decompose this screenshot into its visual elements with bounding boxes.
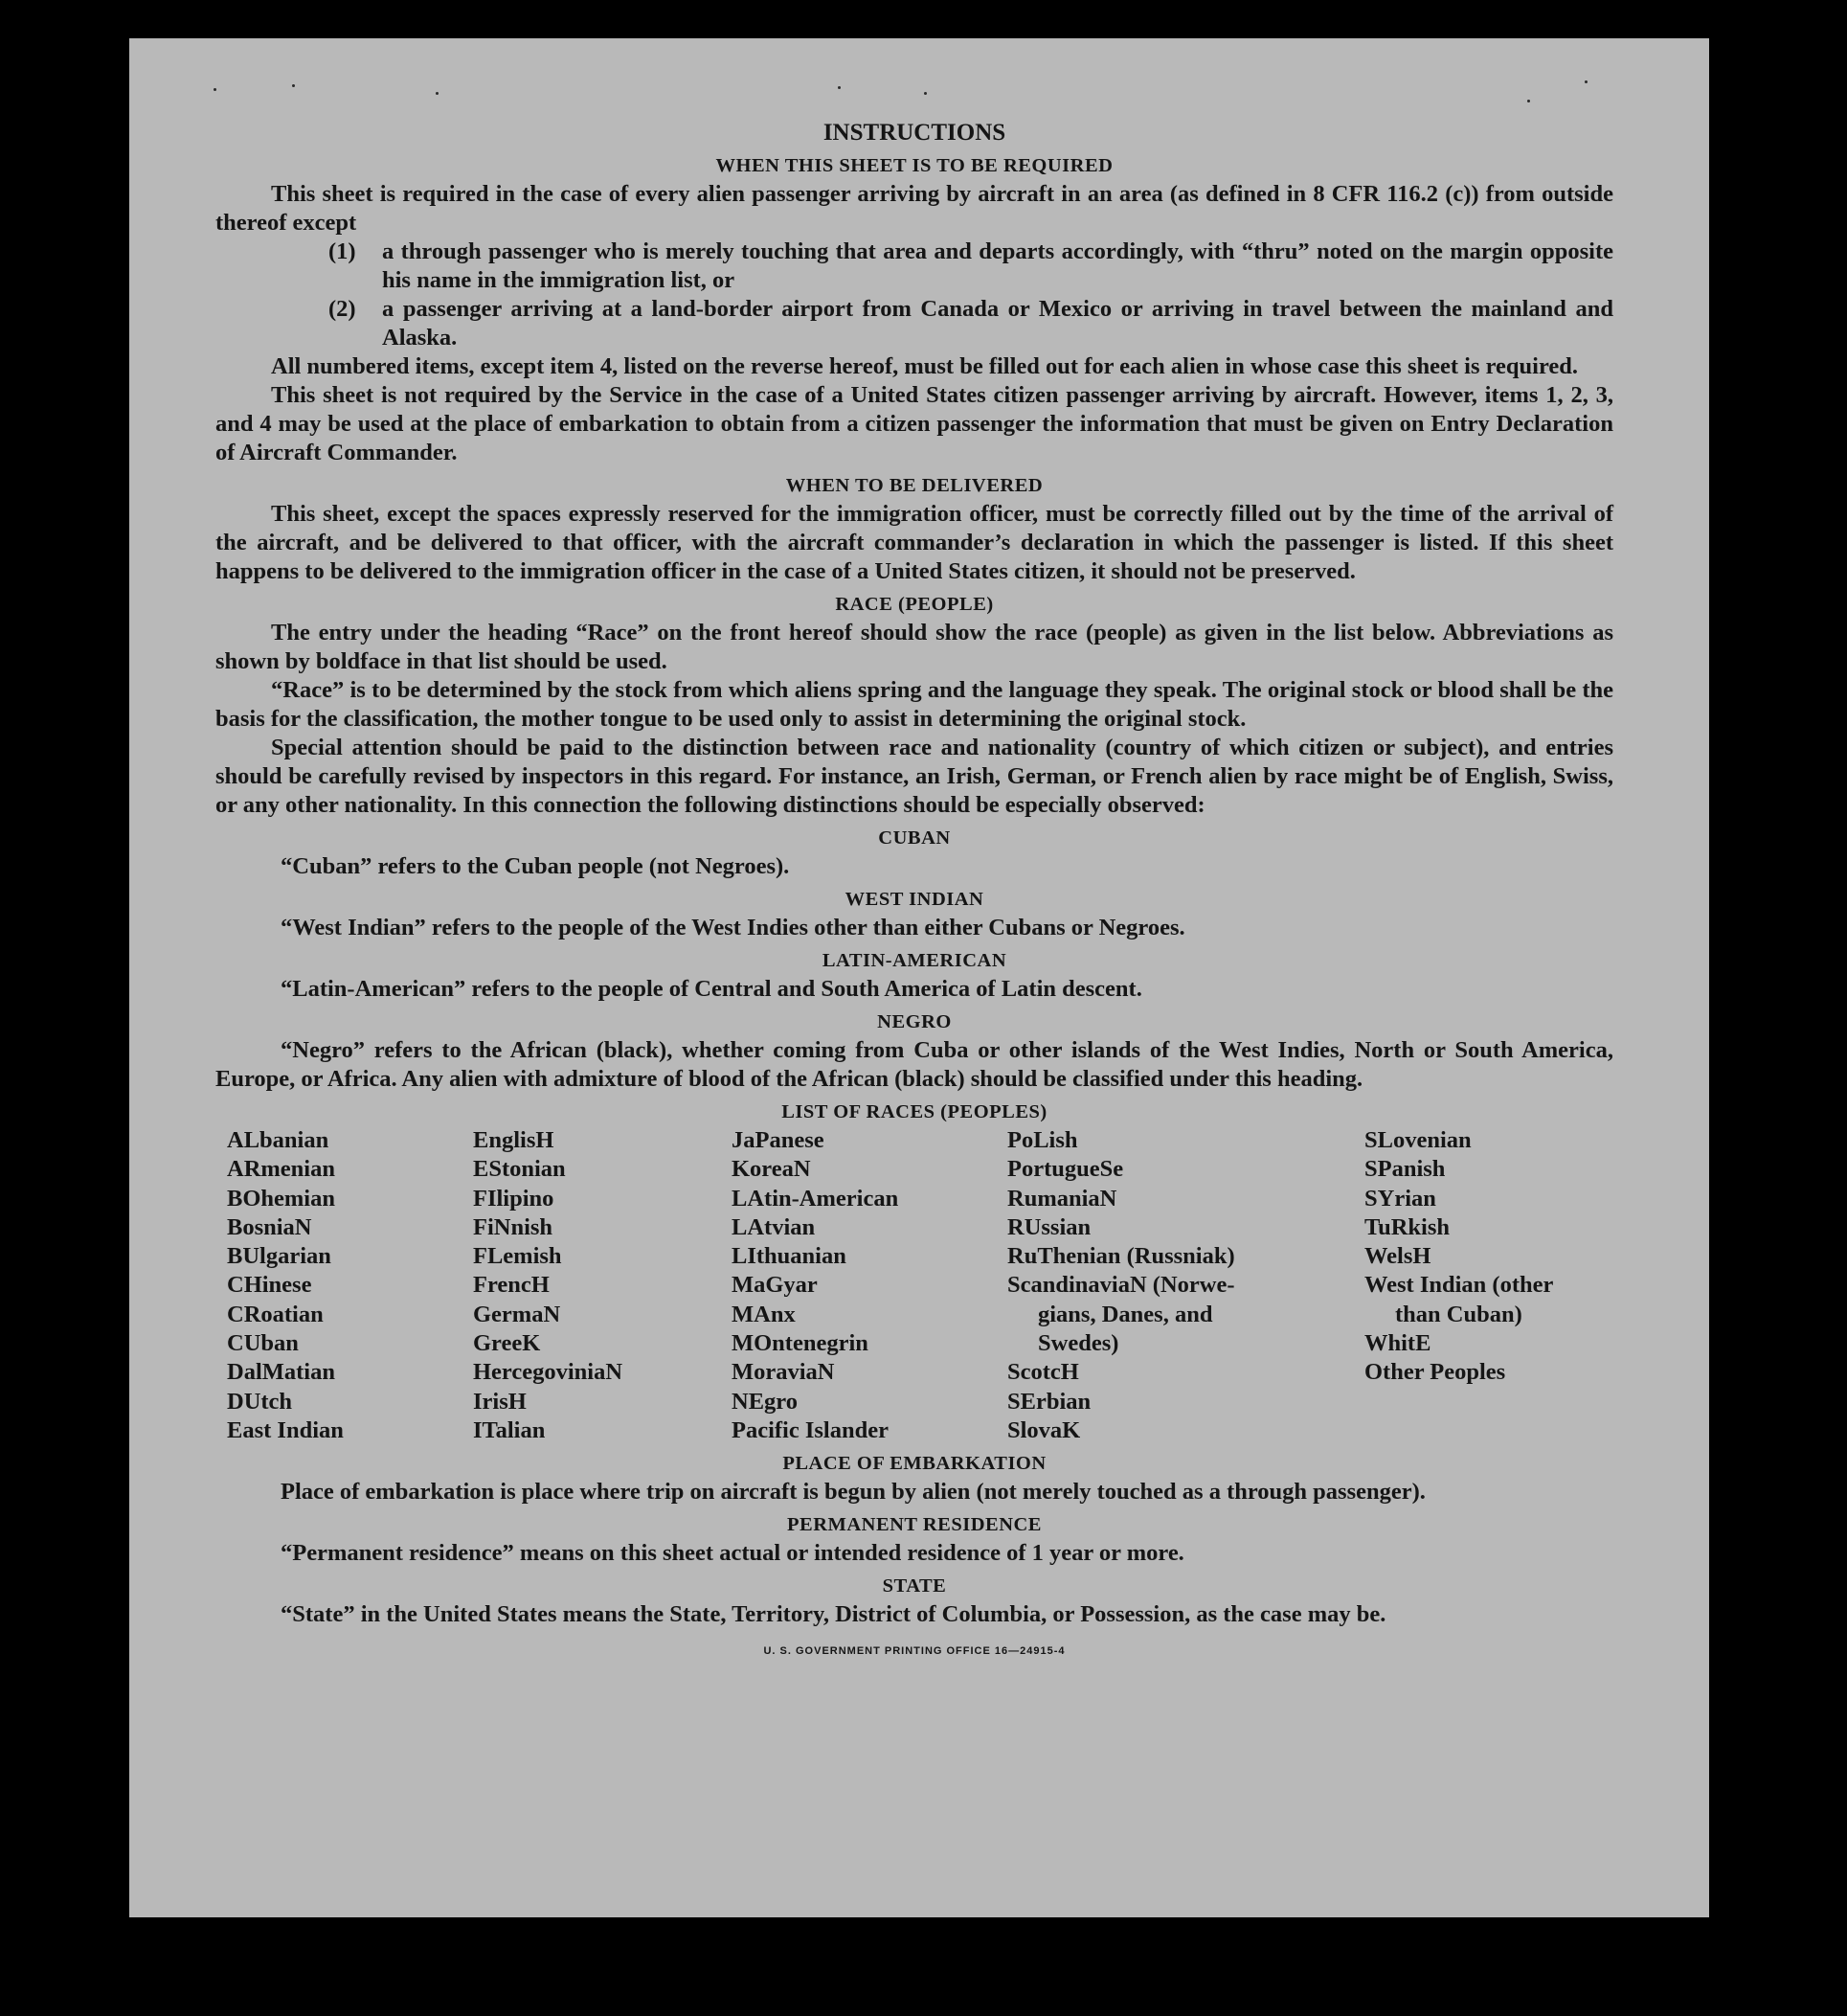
paragraph-numbered-items: All numbered items, except item 4, listed on the reverse hereof, must be filled out for each alien in whose case this sheet is required. [271, 353, 1579, 379]
paragraph-when-required-intro: This sheet is required in the case of every alien passenger arriving by aircraft in an area (as defined in 8 CFR 116.2 (c)) from outside thereof except [215, 181, 1613, 236]
paragraph-state: “State” in the United States means the State, Territory, District of Columbia, or Possession, as the case may be. [281, 1601, 1386, 1628]
race-entry: RuThenian (Russniak) [1007, 1243, 1235, 1270]
race-entry: FiNnish [473, 1213, 553, 1240]
race-entry: SErbian [1007, 1388, 1092, 1415]
speck-decoration [838, 86, 841, 89]
race-entry: SlovaK [1007, 1416, 1081, 1443]
race-entry: LAtvian [732, 1213, 816, 1240]
race-entry: ARmenian [227, 1156, 335, 1183]
speck-decoration [214, 88, 216, 91]
paragraph-cuban: “Cuban” refers to the Cuban people (not Negroes). [281, 853, 790, 879]
heading-when-required: WHEN THIS SHEET IS TO BE REQUIRED [715, 155, 1114, 176]
speck-decoration [1527, 100, 1530, 102]
race-entry-continuation: than Cuban) [1395, 1301, 1522, 1327]
race-entry: MAnx [732, 1301, 796, 1327]
heading-state: STATE [882, 1575, 947, 1597]
race-entry-continuation: gians, Danes, and [1038, 1301, 1213, 1327]
race-entry: MoraviaN [732, 1359, 835, 1386]
paragraph-negro: “Negro” refers to the African (black), whether coming from Cuba or other islands of the West Indies, North or South America, Europe, or Africa. Any alien with admixture of blood of the African (black) should be classified under this heading. [215, 1037, 1613, 1092]
speck-decoration [436, 92, 439, 95]
race-entry: PoLish [1007, 1127, 1078, 1153]
race-entry: NEgro [732, 1388, 798, 1415]
race-entry: CHinese [227, 1272, 312, 1299]
race-entry: MaGyar [732, 1272, 818, 1299]
races-column-4 [1007, 1126, 1364, 1445]
race-entry: TuRkish [1364, 1213, 1451, 1240]
race-entry: WhitE [1364, 1330, 1431, 1357]
race-entry: CUban [227, 1330, 299, 1357]
paragraph-permanent-residence: “Permanent residence” means on this sheet actual or intended residence of 1 year or more. [281, 1540, 1184, 1567]
race-entry: ScandinaviaN (Norwe- [1007, 1272, 1235, 1299]
race-entry: GreeK [473, 1330, 541, 1357]
race-entry: HercegoviniaN [473, 1359, 623, 1386]
paragraph-latin-american: “Latin-American” refers to the people of Central and South America of Latin descent. [281, 976, 1142, 1002]
race-entry: ALbanian [227, 1127, 329, 1153]
speck-decoration [292, 84, 295, 87]
race-entry: IrisH [473, 1388, 527, 1415]
race-entry: BUlgarian [227, 1243, 331, 1270]
instructions-content [215, 119, 1613, 1665]
race-entry: MOntenegrin [732, 1330, 868, 1357]
race-entry: CRoatian [227, 1301, 324, 1327]
item-number: (1) [328, 238, 356, 264]
heading-cuban: CUBAN [878, 827, 951, 849]
heading-list-of-races: LIST OF RACES (PEOPLES) [781, 1101, 1047, 1122]
race-entry: PortugueSe [1007, 1156, 1124, 1183]
paragraph-race-2: “Race” is to be determined by the stock from which aliens spring and the language they speak. The original stock or blood shall be the basis for the classification, the mother tongue to be used only to assist in determining the original stock. [215, 677, 1613, 732]
list-item-exception-1 [215, 238, 1613, 295]
race-entry: SLovenian [1364, 1127, 1472, 1153]
race-entry: GermaN [473, 1301, 561, 1327]
list-item-exception-2 [215, 295, 1613, 352]
heading-race: RACE (PEOPLE) [835, 594, 994, 615]
speck-decoration [1585, 80, 1588, 83]
race-entry-continuation: Swedes) [1038, 1330, 1119, 1357]
race-entry: East Indian [227, 1416, 344, 1443]
paragraph-race-1: The entry under the heading “Race” on the front hereof should show the race (people) as given in the list below. Abbreviations as shown by boldface in that list should be used. [215, 620, 1613, 674]
races-column-3 [732, 1126, 1007, 1445]
race-entry: SPanish [1364, 1156, 1446, 1183]
race-entry: KoreaN [732, 1156, 811, 1183]
paragraph-west-indian: “West Indian” refers to the people of the West Indies other than either Cubans or Negroes. [281, 915, 1185, 940]
races-column-1 [227, 1126, 473, 1445]
races-column-2 [473, 1126, 732, 1445]
race-entry: DUtch [227, 1388, 293, 1415]
document-sheet [129, 38, 1709, 1917]
race-entry: LIthuanian [732, 1243, 846, 1270]
race-entry: West Indian (other [1364, 1272, 1554, 1299]
item-number: (2) [328, 296, 356, 322]
paragraph-citizen-passenger: This sheet is not required by the Service in the case of a United States citizen passenger arriving by aircraft. However, items 1, 2, 3, and 4 may be used at the place of embarkation to obtain from a citizen passenger the information that must be given on Entry Declaration of Aircraft Commander. [215, 382, 1613, 465]
heading-west-indian: WEST INDIAN [845, 889, 984, 910]
race-entry: DalMatian [227, 1359, 335, 1386]
race-entry: Other Peoples [1364, 1359, 1506, 1386]
races-column-5 [1364, 1126, 1604, 1445]
race-entry: SYrian [1364, 1185, 1436, 1212]
printing-office-footer: U. S. GOVERNMENT PRINTING OFFICE 16—24915-4 [763, 1645, 1066, 1658]
race-entry: RumaniaN [1007, 1185, 1117, 1212]
heading-latin-american: LATIN-AMERICAN [822, 950, 1007, 971]
race-entry: EStonian [473, 1156, 566, 1183]
race-entry: Pacific Islander [732, 1416, 889, 1443]
heading-negro: NEGRO [877, 1011, 952, 1032]
heading-when-delivered: WHEN TO BE DELIVERED [785, 475, 1044, 496]
race-entry: ScotcH [1007, 1359, 1079, 1386]
races-table [227, 1126, 1613, 1445]
race-entry: FIlipino [473, 1185, 554, 1212]
race-entry: FLemish [473, 1243, 562, 1270]
speck-decoration [924, 92, 927, 95]
heading-permanent-residence: PERMANENT RESIDENCE [787, 1514, 1042, 1536]
race-entry: BOhemian [227, 1185, 335, 1212]
race-entry: LAtin-American [732, 1185, 899, 1212]
race-entry: ITalian [473, 1416, 546, 1443]
paragraph-when-delivered: This sheet, except the spaces expressly reserved for the immigration officer, must be correctly filled out by the time of the arrival of the aircraft, and be delivered to that officer, with the aircraft commander’s declaration in which the passenger is listed. If this sheet happens to be delivered to the immigration officer in the case of a United States citizen, it should not be preserved. [215, 501, 1613, 584]
race-entry: EnglisH [473, 1127, 554, 1153]
race-entry: JaPanese [732, 1127, 824, 1153]
race-entry: WelsH [1364, 1243, 1431, 1270]
paragraph-place-of-embarkation: Place of embarkation is place where trip on aircraft is begun by alien (not merely touched as a through passenger). [281, 1479, 1426, 1506]
race-entry: BosniaN [227, 1213, 312, 1240]
race-entry: FrencH [473, 1272, 550, 1299]
race-entry: RUssian [1007, 1213, 1092, 1240]
heading-place-of-embarkation: PLACE OF EMBARKATION [782, 1453, 1047, 1475]
item-text: a through passenger who is merely touching that area and departs accordingly, with “thru” noted on the margin opposite his name in the immigration list, or [382, 238, 1613, 293]
page-title: INSTRUCTIONS [822, 120, 1006, 146]
item-text: a passenger arriving at a land-border airport from Canada or Mexico or arriving in travel between the mainland and Alaska. [382, 296, 1613, 351]
paragraph-race-3: Special attention should be paid to the distinction between race and nationality (country of which citizen or subject), and entries should be carefully revised by inspectors in this regard. For instance, an Irish, German, or French alien by race might be of English, Swiss, or any other nationality. In this connection the following distinctions should be especially observed: [215, 735, 1613, 818]
